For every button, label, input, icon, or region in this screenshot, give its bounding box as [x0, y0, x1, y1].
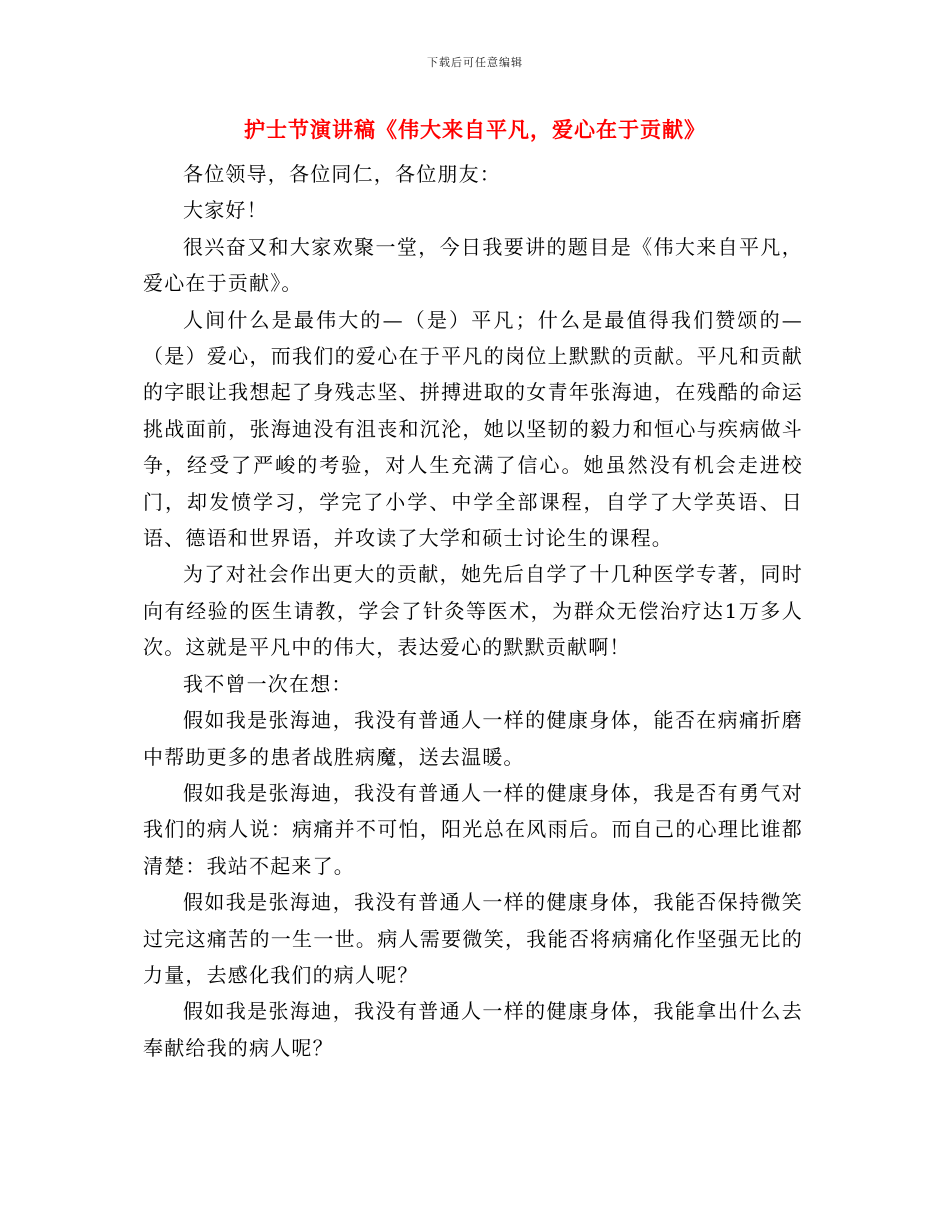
paragraph-main: 人间什么是最伟大的—（是）平凡；什么是最值得我们赞颂的—（是）爱心，而我们的爱心在于平凡的岗位上默默的贡献。平凡和贡献的字眼让我想起了身残志坚、拼搏进取的女青年张海迪，在残酷的命运挑战面前，张海迪没有沮丧和沉沦，她以坚韧的毅力和恒心与疾病做斗争，经受了严峻的考验，对人生充满了信心。她虽然没有机会走进校门，却发愤学习，学完了小学、中学全部课程，自学了大学英语、日语、德语和世界语，并攻读了大学和硕士讨论生的课程。: [143, 307, 803, 551]
header-note: 下载后可任意编辑: [427, 56, 523, 69]
paragraph-if-2: 假如我是张海迪，我没有普通人一样的健康身体，我是否有勇气对我们的病人说：病痛并不可怕，阳光总在风雨后。而自己的心理比谁都清楚：我站不起来了。: [143, 780, 803, 878]
paragraph-reflection: 我不曾一次在想：: [183, 671, 353, 696]
paragraph-hello: 大家好！: [183, 198, 268, 223]
paragraph-contribution: 为了对社会作出更大的贡献，她先后自学了十几种医学专著，同时向有经验的医生请教，学会了针灸等医术，为群众无偿治疗达1万多人次。这就是平凡中的伟大，表达爱心的默默贡献啊！: [143, 562, 803, 660]
document-body: [143, 156, 803, 1066]
document-title: 护士节演讲稿《伟大来自平凡，爱心在于贡献》: [244, 117, 706, 142]
paragraph-if-3: 假如我是张海迪，我没有普通人一样的健康身体，我能否保持微笑过完这痛苦的一生一世。病人需要微笑，我能否将病痛化作坚强无比的力量，去感化我们的病人呢？: [143, 890, 803, 987]
paragraph-if-1: 假如我是张海迪，我没有普通人一样的健康身体，能否在病痛折磨中帮助更多的患者战胜病魔，送去温暖。: [143, 708, 803, 769]
paragraph-greeting: 各位领导，各位同仁，各位朋友：: [183, 162, 501, 186]
paragraph-if-4: 假如我是张海迪，我没有普通人一样的健康身体，我能拿出什么去奉献给我的病人呢？: [143, 999, 803, 1060]
paragraph-intro: 很兴奋又和大家欢聚一堂，今日我要讲的题目是《伟大来自平凡，爱心在于贡献》。: [143, 234, 803, 296]
